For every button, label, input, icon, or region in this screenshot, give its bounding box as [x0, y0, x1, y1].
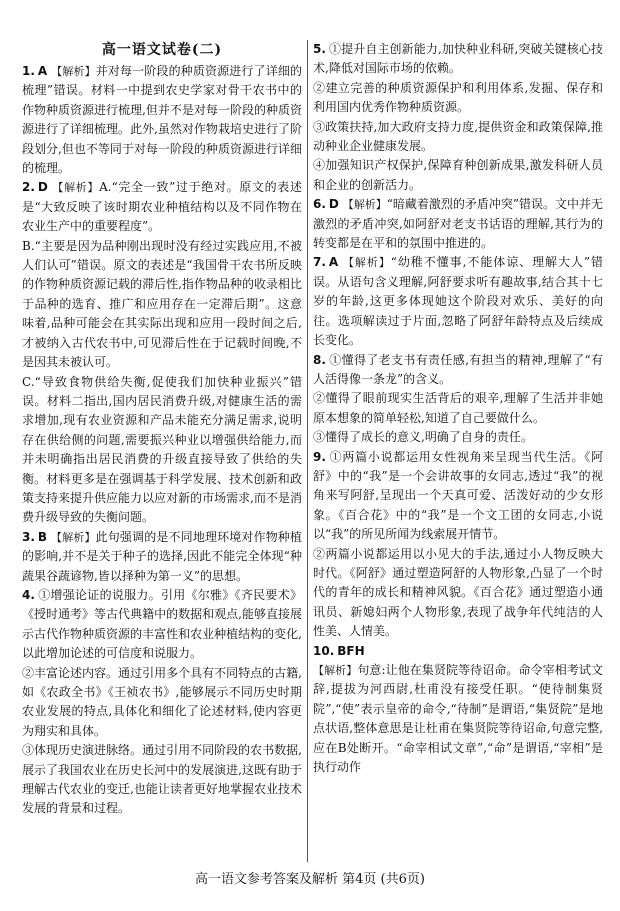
answer-point-3: ③懂得了成长的意义,明确了自身的责任。 — [313, 430, 533, 445]
question-2 — [22, 178, 302, 236]
question-number: 1. — [22, 64, 35, 78]
answer-point-3: ③体现历史演进脉络。通过引用不同阶段的农书数据,展示了我国农业在历史长河中的发展演进,这既有助于理解古代农业的变迁,也能让读者更好地掌握农业技术发展的背景和过程。 — [22, 743, 302, 816]
question-4 — [22, 586, 302, 664]
question-number: 3. — [22, 529, 35, 544]
question-3 — [22, 528, 302, 586]
question-7 — [313, 253, 603, 350]
question-10-analysis — [313, 661, 603, 777]
answer-point-2: ②丰富论述内容。通过引用多个具有不同特点的古籍,如《农政全书》《王祯农书》,能够展示不同历史时期农业发展的特点,具体化和细化了论述材料,使内容更为翔实和具体。 — [22, 665, 302, 738]
page-title: 高一语文试卷(二) — [101, 42, 223, 58]
analysis-tag: 【解析】 — [342, 198, 387, 212]
question-6 — [313, 195, 603, 253]
answer-point-4: ④加强知识产权保护,保障育种创新成果,激发科研人员和企业的创新活力。 — [313, 158, 603, 192]
answer-letter: A — [328, 255, 339, 270]
answer-letters: BFH — [337, 643, 365, 658]
option-b-analysis: B.“主要是因为品种刚出现时没有经过实践应用,不被人们认可”错误。原文的表述是“我国骨干农书所反映的作物种质资源记载的滞后性,指作物品种的收录相比于品种的选育、推广和应用存在一定滞后期”。这意味着,品种可能会在其实际出现和应用一段时间之后,才被纳入古代农书中,可见滞后性在于记载时间晚,不是因其未被认可。 — [22, 238, 302, 370]
analysis-tag: 【解析】 — [51, 530, 96, 544]
answer-point-3: ③政策扶持,加大政府支持力度,提供资金和政策保障,推动种业企业健康发展。 — [313, 119, 603, 154]
question-number: 10. — [313, 643, 335, 658]
left-column — [22, 40, 302, 819]
answer-letter: D — [328, 197, 339, 212]
question-number: 6. — [313, 197, 326, 212]
option-c-analysis: C.“导致食物供给失衡,促使我们加快种业振兴”错误。材料二指出,国内居民消费升级,对健康生活的需求增加,现有农业资源和产品未能充分满足需求,说明存在供给侧的问题,需要振兴种业以增强供给能力,而并未明确指出居民消费的升级直接导致了供给的失衡。材料更多是在强调基于科学发展、技术创新和政策支持来提升供应能力以应对新的市场需求,而不是消费升级导致的失衡问题。 — [22, 374, 302, 525]
answer-point-1: ①懂得了老支书有责任感,有担当的精神,理解了“有人活得像一条龙”的含义。 — [313, 352, 603, 386]
question-8 — [313, 351, 603, 390]
analysis-text: “幼稚不懂事,不能体谅、理解大人”错误。从语句含义理解,阿舒要求听有趣故事,结合其十七岁的年龄,这更多体现她这个阶段对欢乐、美好的向往。选项解读过于片面,忽略了阿舒年龄特点及后续成长变化。 — [313, 255, 603, 348]
answer-letter: B — [37, 529, 48, 544]
question-number: 9. — [313, 449, 326, 464]
answer-point-1: ①两篇小说都运用女性视角来呈现当代生活。《阿舒》中的“我”是一个会讲故事的女同志,透过“我”的视角来写阿舒,呈现出一个天真可爱、活泼好动的少女形象。《百合花》中的“我”是一个文工团的女同志,小说以“我”的所见所闻为线索展开情节。 — [313, 449, 603, 542]
answer-point-2: ②懂得了眼前现实生活背后的艰辛,理解了生活并非她原本想象的简单轻松,知道了自己要做什么。 — [313, 391, 603, 425]
analysis-tag: 【解析】 — [342, 256, 391, 270]
question-9 — [313, 448, 603, 545]
answer-point-2: ②建立完善的种质资源保护和利用体系,发掘、保存和利用国内优秀作物种质资源。 — [313, 80, 603, 115]
analysis-text: 句意:让他在集贤院等待诏命。命令宰相考试文辞,提拔为河西尉,杜甫没有接受任职。“使待制集贤院”,“使”表示皇帝的命令,“待制”是谓语,“集贤院”是地点状语,整体意思是让杜甫在集贤院等待诏命,句意完整,应在B处断开。“命宰相试文章”,“命”是谓语,“宰相”是执行动作 — [313, 663, 604, 775]
analysis-tag: 【解析】 — [51, 65, 96, 78]
option-a-analysis: A.“完全一致”过于绝对。原文的表述是“大致反映了该时期农业种植结构以及不同作物在农业生产中的重要程度”。 — [22, 180, 302, 234]
column-divider — [307, 40, 308, 862]
answer-point-1: ①提升自主创新能力,加快种业科研,突破关键核心技术,降低对国际市场的依赖。 — [313, 42, 603, 76]
question-number: 4. — [22, 587, 35, 602]
analysis-tag: 【解析】 — [52, 181, 100, 195]
analysis-tag: 【解析】 — [313, 664, 358, 677]
answer-letter: D — [37, 180, 48, 195]
question-10 — [313, 642, 603, 661]
page-footer: 高一语文参考答案及解析 第4页 (共6页) — [195, 872, 425, 887]
right-column — [313, 40, 603, 777]
analysis-text: 此句强调的是不同地理环境对作物种植的影响,并不是关于种子的选择,因此不能完全体现“种蔬果谷蔬谚物,皆以择种为第一义”的思想。 — [22, 529, 302, 583]
question-5 — [313, 40, 603, 79]
question-number: 8. — [313, 352, 326, 367]
answer-point-2: ②两篇小说都运用以小见大的手法,通过小人物反映大时代。《阿舒》通过塑造阿舒的人物形象,凸显了一个时代的青年的成长和精神风貌。《百合花》通过塑造小通讯员、新媳妇两个人物形象,表现了战争年代纯洁的人性美、人情美。 — [313, 546, 603, 639]
question-number: 2. — [22, 180, 35, 195]
answer-letter: A — [37, 64, 48, 78]
question-1 — [22, 62, 302, 178]
answer-point-1: ①增强论证的说服力。引用《尔雅》《齐民要术》《授时通考》等古代典籍中的数据和观点,能够直接展示古代作物种质资源的丰富性和农业种植结构的变化,以此增加论述的可信度和说服力。 — [22, 587, 302, 661]
question-number: 5. — [313, 42, 326, 56]
analysis-text: “暗藏着激烈的矛盾冲突”错误。文中并无激烈的矛盾冲突,如阿舒对老支书话语的理解,其行为的转变都是在平和的氛围中推进的。 — [313, 197, 603, 251]
question-number: 7. — [313, 255, 326, 270]
analysis-text: 并对每一阶段的种质资源进行了详细的梳理”错误。材料一中提到农史学家对骨干农书中的作物种质资源进行梳理,但并不是对每一阶段的种质资源进行了详细梳理。此外,虽然对作物栽培史进行了阶段划分,但也不等同于对每一阶段的种质资源进行详细的梳理。 — [22, 64, 302, 176]
